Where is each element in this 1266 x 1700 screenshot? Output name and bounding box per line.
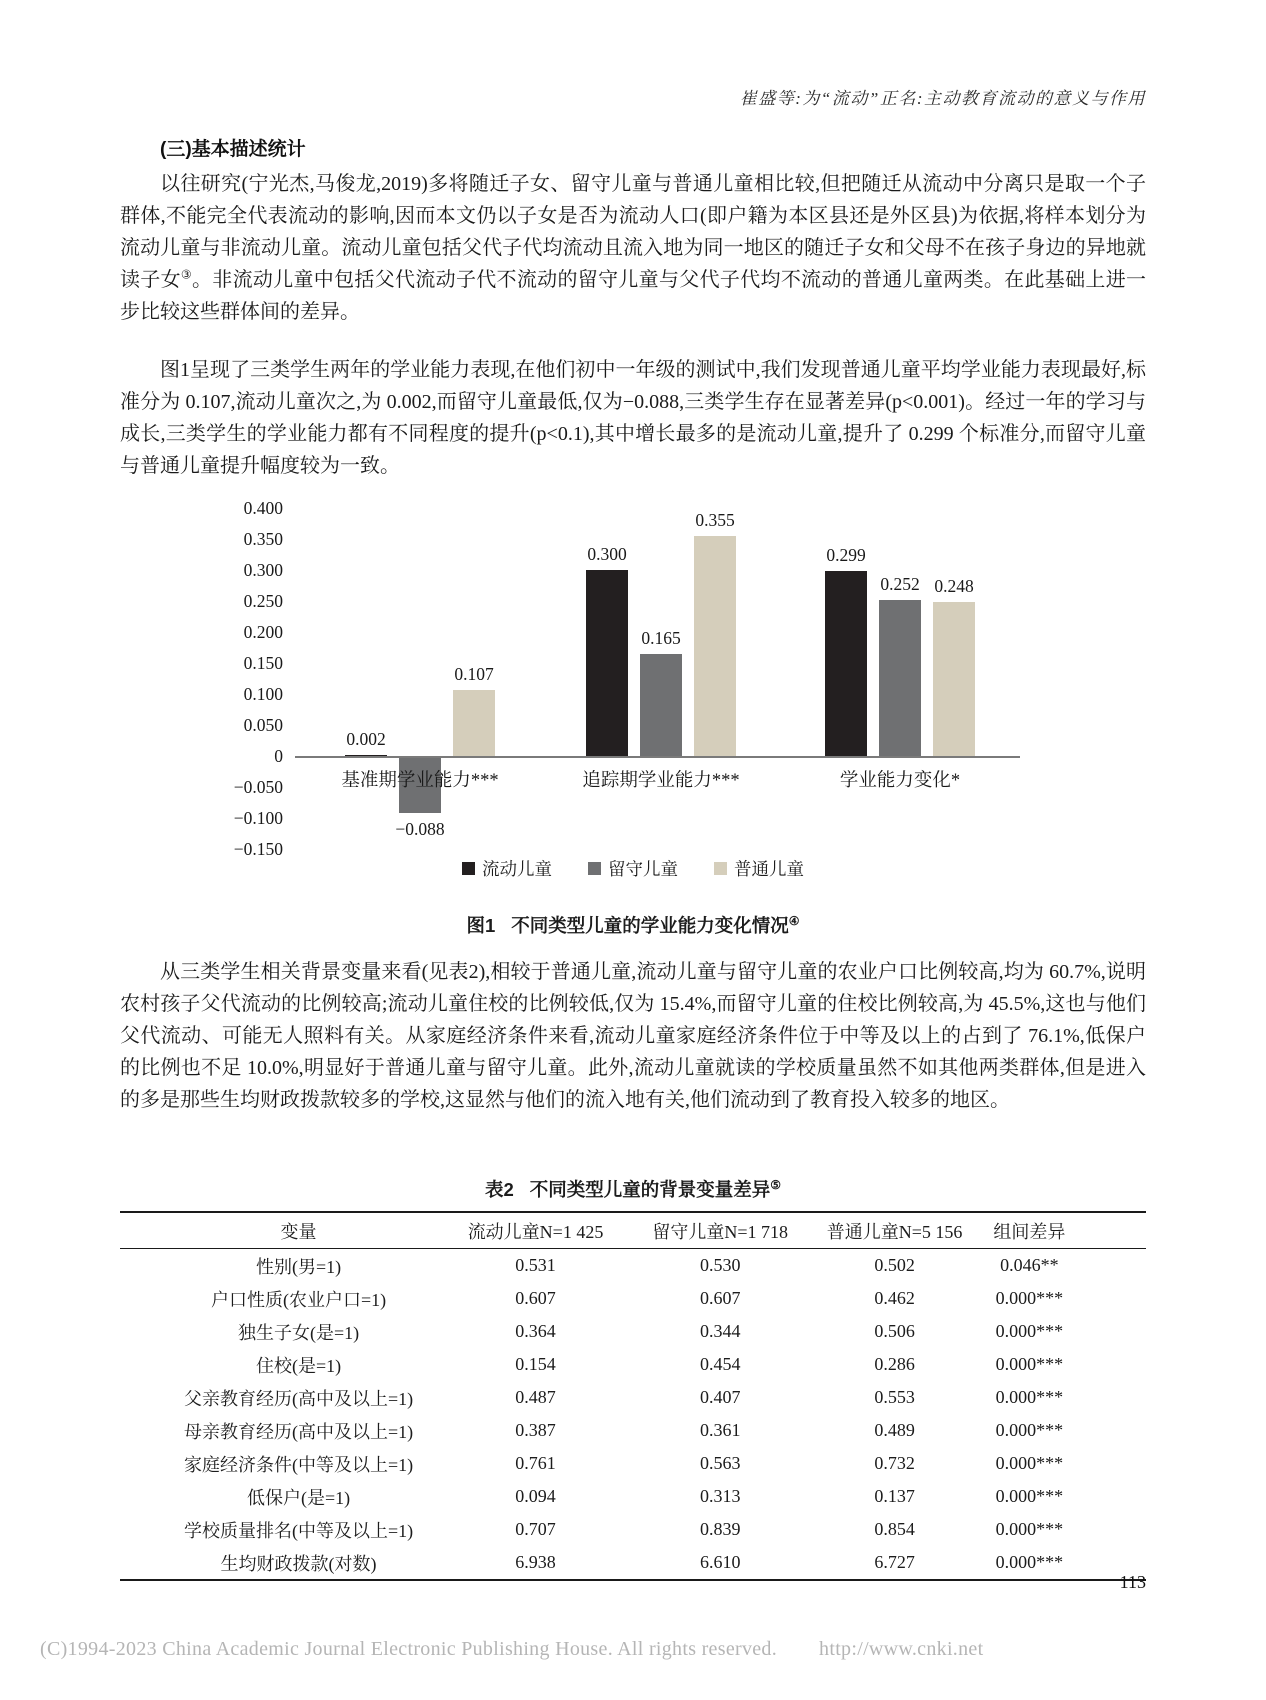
- running-header: 崔盛等:为“流动”正名:主动教育流动的意义与作用: [739, 89, 1146, 108]
- table-row: [120, 1546, 1146, 1580]
- bar-value-label: 0.248: [934, 576, 974, 597]
- legend-item: [588, 856, 678, 881]
- bar-流动儿童: [586, 570, 628, 756]
- y-axis-tick-label: 0.050: [243, 715, 283, 735]
- table-cell: 0.000***: [995, 1486, 1064, 1506]
- table-cell: 父亲教育经历(高中及以上=1): [183, 1388, 414, 1409]
- table-cell: 0.553: [874, 1387, 915, 1407]
- table-cell: 母亲教育经历(高中及以上=1): [183, 1421, 414, 1442]
- table-cell: 0.387: [515, 1420, 556, 1440]
- table-caption-footnote-mark: ⑤: [770, 1177, 782, 1192]
- figure-caption-number: 图1: [466, 915, 496, 936]
- table-cell: 0.531: [515, 1255, 556, 1275]
- table-cell: 0.000***: [995, 1420, 1064, 1440]
- table-cell: 住校(是=1): [255, 1355, 342, 1376]
- paragraph-text: 图1呈现了三类学生两年的学业能力表现,在他们初中一年级的测试中,我们发现普通儿童平均学业能力表现最好,标准分为 0.107,流动儿童次之,为 0.002,而留守儿童最低,仅为−0.088,三类学生存在显著差异(p<0.001)。经过一年的学习与成长,三类学生的学业能力都有不同程度的提升(p<0.1),其中增长最多的是流动儿童,提升了 0.299 个标准分,而留守儿童与普通儿童提升幅度较为一致。: [120, 359, 1146, 477]
- table-2-block: [120, 1176, 1146, 1581]
- copyright-footer: [40, 1638, 1230, 1661]
- y-axis-tick-label: 0.350: [243, 529, 283, 549]
- table-cell: 6.727: [874, 1552, 915, 1572]
- y-axis-tick-label: 0.100: [243, 684, 283, 704]
- table-cell: 家庭经济条件(中等及以上=1): [183, 1454, 414, 1475]
- legend-item: [714, 856, 804, 881]
- bar-普通儿童: [453, 690, 495, 756]
- category-axis-label: 学业能力变化*: [839, 771, 961, 791]
- bar-留守儿童: [640, 654, 682, 756]
- table-cell: 0.854: [874, 1519, 915, 1539]
- table-cell: 0.094: [515, 1486, 556, 1506]
- table-cell: 0.000***: [995, 1321, 1064, 1341]
- table-cell: 6.938: [515, 1552, 556, 1572]
- y-axis-tick-label: −0.100: [233, 808, 283, 828]
- category-axis-label: 基准期学业能力***: [341, 771, 499, 791]
- table-caption-title: 不同类型儿童的背景变量差异: [529, 1179, 771, 1200]
- legend-swatch-icon: [588, 862, 601, 875]
- y-axis-tick-label: 0.250: [243, 591, 283, 611]
- table-caption: [120, 1176, 1146, 1202]
- y-axis-tick-label: 0.300: [243, 560, 283, 580]
- legend-label: 普通儿童: [734, 859, 804, 879]
- copyright-text: (C)1994-2023 China Academic Journal Electronic Publishing House. All rights reserved.: [40, 1638, 778, 1660]
- table-cell: 0.407: [699, 1387, 741, 1407]
- figure-caption-footnote-mark: ④: [788, 913, 800, 928]
- table-cell: 0.361: [699, 1420, 741, 1440]
- table-cell: 0.732: [874, 1453, 915, 1473]
- y-axis-tick-label: 0.200: [243, 622, 283, 642]
- table-row: [120, 1414, 1146, 1447]
- table-cell: 0.761: [515, 1453, 556, 1473]
- table-cell: 0.563: [699, 1453, 741, 1473]
- bar-value-label: 0.252: [880, 573, 920, 594]
- body-paragraph: [120, 168, 1146, 328]
- table-row: [120, 1513, 1146, 1546]
- body-paragraph: [120, 354, 1146, 482]
- y-axis-tick-label: 0: [274, 746, 283, 766]
- bar-value-label: 0.299: [826, 544, 866, 565]
- table-cell: 0.487: [515, 1387, 556, 1407]
- legend-label: 留守儿童: [608, 859, 678, 879]
- bar-流动儿童: [825, 571, 867, 756]
- figure-1-chart: [120, 470, 1146, 950]
- table-cell: 0.000***: [995, 1519, 1064, 1539]
- bar-value-label: 0.300: [587, 544, 627, 564]
- table-cell: 生均财政拨款(对数): [220, 1553, 377, 1574]
- legend-swatch-icon: [714, 862, 727, 875]
- page-number: 113: [1119, 1572, 1146, 1592]
- table-cell: 0.506: [874, 1321, 915, 1341]
- legend-swatch-icon: [462, 862, 475, 875]
- table-cell: 0.000***: [995, 1387, 1064, 1407]
- column-header: 普通儿童N=5 156: [807, 1212, 981, 1249]
- table-cell: 户口性质(农业户口=1): [210, 1289, 387, 1310]
- table-cell: 6.610: [699, 1552, 741, 1572]
- paragraph-text: 。非流动儿童中包括父代流动子代不流动的留守儿童与父代子代均不流动的普通儿童两类。在此基础上进一步比较这些群体间的差异。: [120, 269, 1146, 323]
- column-header: 变量: [120, 1212, 438, 1249]
- table-caption-number: 表2: [484, 1179, 514, 1200]
- table-cell: 0.154: [515, 1354, 556, 1374]
- table-cell: 0.046**: [1000, 1255, 1059, 1275]
- bar-流动儿童: [345, 755, 387, 757]
- table-row: [120, 1381, 1146, 1414]
- table-cell: 0.607: [699, 1288, 741, 1308]
- table-cell: 低保户(是=1): [246, 1487, 351, 1508]
- paragraph-text: 以往研究(宁光杰,马俊龙,2019)多将随迁子女、留守儿童与普通儿童相比较,但把随迁从流动中分离只是取一个子群体,不能完全代表流动的影响,因而本文仍以子女是否为流动人口(即户籍为本区县还是外区县)为依据,将样本划分为流动儿童与非流动儿童。流动儿童包括父代子代均流动且流入地为同一地区的随迁子女和父母不在孩子身边的异地就读子女: [120, 173, 1146, 291]
- table-cell: 0.489: [874, 1420, 915, 1440]
- background-variables-table: [120, 1211, 1146, 1581]
- figure-caption: [120, 912, 1146, 938]
- table-cell: 0.344: [699, 1321, 741, 1341]
- bar-普通儿童: [694, 536, 736, 756]
- bar-value-label: −0.088: [395, 818, 445, 839]
- body-paragraph: [120, 956, 1146, 1116]
- table-cell: 0.313: [699, 1486, 741, 1506]
- table-cell: 0.502: [874, 1255, 915, 1275]
- table-row: [120, 1348, 1146, 1381]
- section-heading: (三)基本描述统计: [160, 139, 306, 160]
- table-cell: 0.462: [874, 1288, 915, 1308]
- column-header: 流动儿童N=1 425: [438, 1212, 633, 1249]
- y-axis-tick-label: −0.050: [233, 777, 283, 797]
- table-cell: 0.000***: [995, 1453, 1064, 1473]
- legend-item: [462, 856, 552, 881]
- table-row: [120, 1249, 1146, 1283]
- paragraph-text: 从三类学生相关背景变量来看(见表2),相较于普通儿童,流动儿童与留守儿童的农业户口比例较高,均为 60.7%,说明农村孩子父代流动的比例较高;流动儿童住校的比例较低,仅为 15.4%,而留守儿童的住校比例较高,为 45.5%,这也与他们父代流动、可能无人照料有关。从家庭经济条件来看,流动儿童家庭经济条件位于中等及以上的占到了 76.1%,低保户的比例也不足 10.0%,明显好于普通儿童与留守儿童。此外,流动儿童就读的学校质量虽然不如其他两类群体,但是进入的多是那些生均财政拨款较多的学校,这显然与他们的流入地有关,他们流动到了教育投入较多的地区。: [120, 961, 1146, 1111]
- table-cell: 0.454: [699, 1354, 741, 1374]
- table-cell: 性别(男=1): [255, 1256, 342, 1277]
- table-cell: 0.000***: [995, 1552, 1064, 1572]
- bar-普通儿童: [933, 602, 975, 756]
- table-header-row: [120, 1212, 1146, 1249]
- footnote-mark: ③: [180, 267, 192, 282]
- bar-value-label: 0.002: [346, 728, 386, 749]
- y-axis-tick-label: 0.150: [243, 653, 283, 673]
- bar-value-label: 0.107: [454, 663, 494, 684]
- table-cell: 0.364: [515, 1321, 556, 1341]
- table-row: [120, 1480, 1146, 1513]
- table-cell: 0.707: [515, 1519, 556, 1539]
- table-cell: 独生子女(是=1): [237, 1322, 360, 1343]
- legend-label: 流动儿童: [482, 859, 552, 879]
- table-row: [120, 1282, 1146, 1315]
- category-axis-label: 追踪期学业能力***: [582, 771, 740, 791]
- table-cell: 0.000***: [995, 1354, 1064, 1374]
- footer-url: http://www.cnki.net: [819, 1638, 984, 1660]
- figure-caption-title: 不同类型儿童的学业能力变化情况: [511, 915, 789, 936]
- column-header: 留守儿童N=1 718: [633, 1212, 807, 1249]
- table-row: [120, 1447, 1146, 1480]
- table-cell: 0.839: [699, 1519, 741, 1539]
- bar-留守儿童: [879, 600, 921, 756]
- table-cell: 0.000***: [995, 1288, 1064, 1308]
- y-axis-tick-label: −0.150: [233, 839, 283, 859]
- y-axis-tick-label: 0.400: [243, 498, 283, 518]
- table-cell: 学校质量排名(中等及以上=1): [183, 1520, 414, 1541]
- bar-value-label: 0.355: [695, 509, 735, 530]
- table-cell: 0.530: [699, 1255, 741, 1275]
- table-cell: 0.137: [874, 1486, 915, 1506]
- column-header: 组间差异: [982, 1212, 1146, 1249]
- table-cell: 0.607: [515, 1288, 556, 1308]
- bar-value-label: 0.165: [641, 627, 681, 648]
- table-cell: 0.286: [874, 1354, 915, 1374]
- table-row: [120, 1315, 1146, 1348]
